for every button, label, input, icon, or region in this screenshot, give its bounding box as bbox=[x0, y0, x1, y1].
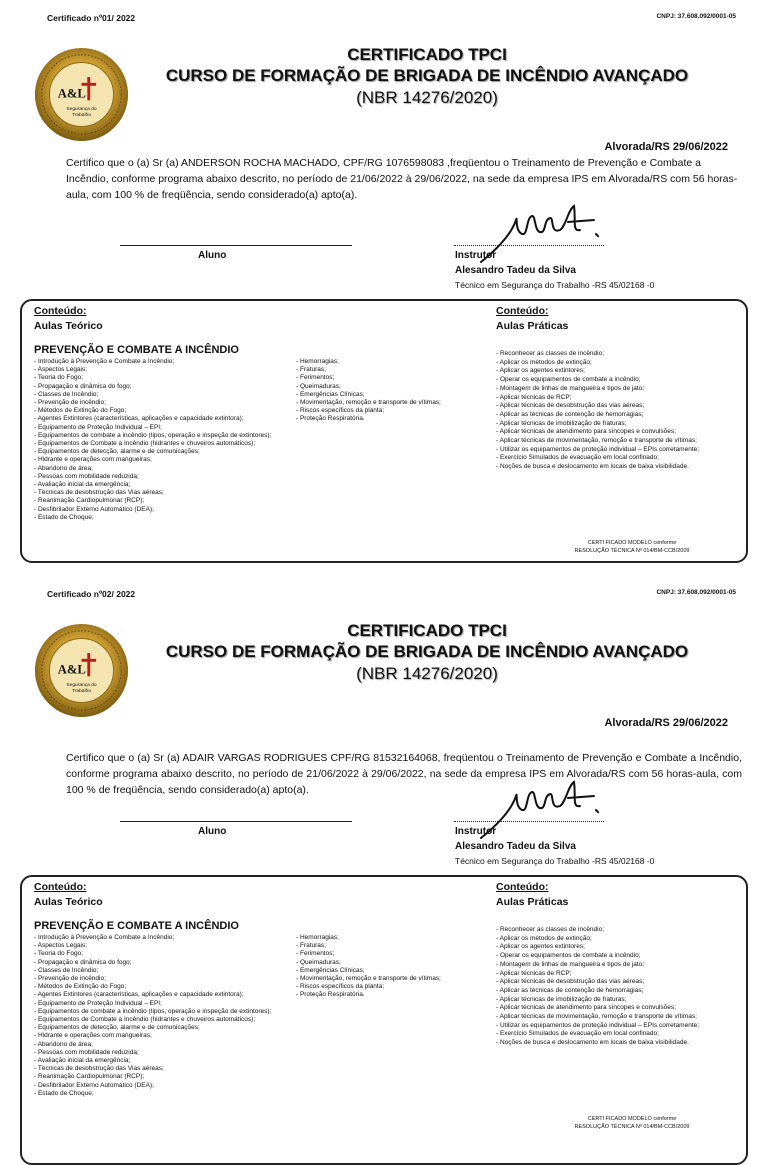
place-date: Alvorada/RS 29/06/2022 bbox=[604, 141, 728, 153]
list-item: - Equipamentos de detecção, alarme e de comunicações; bbox=[34, 448, 200, 456]
footnote-line-1: CERTI FICADO MODELO conforme bbox=[587, 1116, 677, 1122]
list-item: - Aplicar técnicas de imobilização de fraturas; bbox=[496, 419, 627, 427]
list-item: - Equipamentos de combate a incêndio (tipos, operação e inspeção de extintores); bbox=[34, 1007, 272, 1015]
theory-heading: Aulas Teórico bbox=[34, 320, 103, 332]
list-item: - Equipamento de Proteção Individual – EPI; bbox=[34, 423, 162, 431]
list-item: - Prevenção de incêndio; bbox=[34, 399, 106, 407]
list-item: - Aspectos Legais; bbox=[34, 942, 88, 950]
list-item: - Aplicar os agentes extintores; bbox=[496, 367, 585, 375]
list-item: - Montagem de linhas de mangueira e tipos de jato; bbox=[496, 384, 645, 392]
list-item: - Classes de Incêndio; bbox=[34, 390, 99, 398]
list-item: - Hemorragias; bbox=[296, 934, 339, 941]
list-item: - Desfibrilador Externo Automático (DEA); bbox=[34, 505, 154, 513]
list-item: - Desfibrilador Externo Automático (DEA); bbox=[34, 1081, 154, 1089]
list-item: - Reconhecer as classes de incêndio; bbox=[496, 926, 605, 933]
list-item: - Aplicar técnicas de RCP; bbox=[496, 393, 572, 401]
list-item: - Reconhecer as classes de incêndio; bbox=[496, 350, 605, 357]
list-item: - Queimaduras; bbox=[296, 958, 341, 966]
list-item: - Proteção Respiratória. bbox=[296, 415, 365, 423]
list-item: - Emergências Clínicas; bbox=[296, 966, 365, 974]
certificate-number: Certificado nº02/ 2022 bbox=[47, 589, 136, 599]
list-item: - Aplicar técnicas de imobilização de fraturas; bbox=[496, 995, 627, 1003]
list-item: - Teoria do Fogo; bbox=[34, 950, 84, 958]
footnote-line-1: CERTI FICADO MODELO conforme bbox=[587, 540, 677, 546]
list-item: - Abandono de área; bbox=[34, 1040, 93, 1048]
list-item: - Operar os equipamentos de combate a incêndio; bbox=[496, 376, 641, 384]
cnpj: CNPJ: 37.608.092/0001-05 bbox=[656, 589, 736, 596]
list-item: - Propagação e dinâmica do fogo; bbox=[34, 958, 132, 966]
list-item: - Estado de Choque; bbox=[34, 1089, 94, 1097]
list-item: - Fraturas; bbox=[296, 366, 326, 374]
content-heading-practice: Conteúdo: bbox=[496, 305, 549, 317]
list-item: - Aplicar os métodos de extinção; bbox=[496, 358, 592, 366]
theory-list-col2 bbox=[296, 358, 441, 424]
content-heading-practice: Conteúdo: bbox=[496, 881, 549, 893]
practice-list bbox=[496, 350, 699, 472]
title-block bbox=[140, 620, 714, 686]
list-item: - Propagação e dinâmica do fogo; bbox=[34, 382, 132, 390]
title-line-1: CERTIFICADO TPCI bbox=[347, 621, 507, 640]
title-line-2: CURSO DE FORMAÇÃO DE BRIGADA DE INCÊNDIO AVANÇADO bbox=[165, 66, 689, 85]
student-label: Aluno bbox=[198, 826, 227, 837]
list-item: - Proteção Respiratória. bbox=[296, 991, 365, 999]
content-heading-theory: Conteúdo: bbox=[34, 305, 87, 317]
list-item: - Queimaduras; bbox=[296, 382, 341, 390]
certificate-1 bbox=[0, 0, 768, 576]
title-line-2: CURSO DE FORMAÇÃO DE BRIGADA DE INCÊNDIO AVANÇADO bbox=[165, 642, 689, 661]
list-item: - Exercício Simulados de evacuação em local confinado; bbox=[496, 454, 659, 462]
seal-tagline-2: Trabalho bbox=[72, 112, 91, 118]
seal-tagline-1: Segurança do bbox=[66, 683, 97, 689]
list-item: - Agentes Extintores (características, aplicações e capacidade extintora); bbox=[34, 991, 244, 999]
list-item: - Avaliação inicial da emergência; bbox=[34, 481, 131, 489]
list-item: - Estado de Choque; bbox=[34, 513, 94, 521]
title-line-1: CERTIFICADO TPCI bbox=[347, 45, 507, 64]
instructor-name: Alesandro Tadeu da Silva bbox=[455, 841, 576, 852]
list-item: - Hidrante e operações com mangueiras; bbox=[34, 1032, 152, 1040]
company-seal-logo bbox=[33, 46, 130, 143]
theory-list-col1 bbox=[34, 358, 271, 522]
list-item: - Riscos específicos da planta; bbox=[296, 407, 385, 415]
instructor-name: Alesandro Tadeu da Silva bbox=[455, 265, 576, 276]
list-item: - Utilizar os equipamentos de proteção individual – EPIs corretamente; bbox=[496, 445, 700, 453]
list-item: - Montagem de linhas de mangueira e tipos de jato; bbox=[496, 960, 645, 968]
list-item: - Exercício Simulados de evacuação em local confinado; bbox=[496, 1030, 659, 1038]
company-seal-logo bbox=[33, 622, 130, 719]
place-date: Alvorada/RS 29/06/2022 bbox=[604, 717, 728, 729]
list-item: - Aplicar técnicas de atendimento para síncopes e convulsões; bbox=[496, 428, 676, 436]
title-line-3: (NBR 14276/2020) bbox=[356, 88, 498, 107]
list-item: - Aspectos Legais; bbox=[34, 366, 88, 374]
list-item: - Fraturas; bbox=[296, 942, 326, 950]
list-item: - Métodos de Extinção do Fogo; bbox=[34, 983, 127, 991]
seal-tagline-2: Trabalho bbox=[72, 688, 91, 694]
student-label: Aluno bbox=[198, 250, 227, 261]
list-item: - Equipamento de Proteção Individual – EPI; bbox=[34, 999, 162, 1007]
list-item: - Hidrante e operações com mangueiras; bbox=[34, 456, 152, 464]
list-item: - Aplicar as técnicas de contenção de hemorragias; bbox=[496, 410, 644, 418]
list-item: - Técnicas de desobstrução das Vias aéreas; bbox=[34, 489, 164, 497]
list-item: - Hemorragias; bbox=[296, 358, 339, 365]
list-item: - Teoria do Fogo; bbox=[34, 374, 84, 382]
list-item: - Equipamentos de Combate a Incêndio (hidrantes e chuveiros automáticos); bbox=[34, 1016, 256, 1024]
content-box bbox=[20, 875, 748, 1165]
seal-brand: A&L bbox=[57, 86, 86, 101]
content-box bbox=[20, 299, 748, 563]
list-item: - Ferimentos; bbox=[296, 374, 335, 382]
student-signature-line bbox=[120, 821, 352, 822]
list-item: - Operar os equipamentos de combate a incêndio; bbox=[496, 952, 641, 960]
list-item: - Noções de busca e deslocamento em locais de baixa visibilidade. bbox=[496, 463, 689, 471]
list-item: - Riscos específicos da planta; bbox=[296, 983, 385, 991]
certificate-text: Certifico que o (a) Sr (a) ADAIR VARGAS RODRIGUES CPF/RG 81532164068, freqüentou o Treinamento de Prevenção e Combate a Incêndio, conforme programa abaixo descrito, no período de 21/06/2022 à 29/06/2022, na sede da empresa IPS em Alvorada/RS com 56 horas-aula, com 100 % de freqüência, sendo considerado(a) apto(a). bbox=[66, 752, 742, 796]
instructor-registration: Técnico em Segurança do Trabalho -RS 45/02168 -0 bbox=[455, 280, 655, 290]
certificate-text: Certifico que o (a) Sr (a) ANDERSON ROCHA MACHADO, CPF/RG 1076598083 ,freqüentou o Treinamento de Prevenção e Combate a Incêndio, conforme programa abaixo descrito, no período de 21/06/2022 à 29/06/2022, na sede da empresa IPS em Alvorada/RS com 56 horas-aula, com 100 % de freqüência, sendo considerado(a) apto(a). bbox=[66, 157, 738, 201]
title-block bbox=[140, 44, 714, 110]
student-signature-line bbox=[120, 245, 352, 246]
seal-tagline-1: Segurança do bbox=[66, 107, 97, 113]
list-item: - Aplicar os métodos de extinção; bbox=[496, 934, 592, 942]
list-item: - Utilizar os equipamentos de proteção individual – EPIs corretamente; bbox=[496, 1021, 700, 1029]
list-item: - Aplicar técnicas de movimentação, remoção e transporte de vítimas; bbox=[496, 1013, 697, 1021]
list-item: - Abandono de área; bbox=[34, 464, 93, 472]
cnpj: CNPJ: 37.608.092/0001-05 bbox=[656, 13, 736, 20]
list-item: - Equipamentos de detecção, alarme e de comunicações; bbox=[34, 1024, 200, 1032]
list-item: - Movimentação, remoção e transporte de vítimas; bbox=[296, 399, 441, 407]
title-line-3: (NBR 14276/2020) bbox=[356, 664, 498, 683]
list-item: - Reanimação Cardiopulmonar (RCP); bbox=[34, 1073, 145, 1081]
list-item: - Introdução à Prevenção e Combate a Incêndio; bbox=[34, 358, 175, 365]
list-item: - Aplicar técnicas de movimentação, remoção e transporte de vítimas; bbox=[496, 437, 697, 445]
list-item: - Ferimentos; bbox=[296, 950, 335, 958]
certificate-number: Certificado nº01/ 2022 bbox=[47, 13, 136, 23]
instructor-label: Instrutor bbox=[455, 826, 497, 837]
theory-list-col2 bbox=[296, 934, 441, 1000]
footnote bbox=[542, 1115, 722, 1131]
list-item: - Aplicar os agentes extintores; bbox=[496, 943, 585, 951]
instructor-label: Instrutor bbox=[455, 250, 497, 261]
list-item: - Aplicar as técnicas de contenção de hemorragias; bbox=[496, 986, 644, 994]
list-item: - Prevenção de incêndio; bbox=[34, 975, 106, 983]
theory-list-col1 bbox=[34, 934, 271, 1098]
theory-title: PREVENÇÃO E COMBATE A INCÊNDIO bbox=[34, 344, 239, 356]
theory-heading: Aulas Teórico bbox=[34, 896, 103, 908]
list-item: - Classes de Incêndio; bbox=[34, 966, 99, 974]
list-item: - Avaliação inicial da emergência; bbox=[34, 1057, 131, 1065]
list-item: - Aplicar técnicas de atendimento para síncopes e convulsões; bbox=[496, 1004, 676, 1012]
seal-brand: A&L bbox=[57, 662, 86, 677]
certificate-2 bbox=[0, 576, 768, 1152]
list-item: - Aplicar técnicas de desobstrução das vias aéreas; bbox=[496, 402, 645, 410]
list-item: - Emergências Clínicas; bbox=[296, 390, 365, 398]
list-item: - Movimentação, remoção e transporte de vítimas; bbox=[296, 975, 441, 983]
list-item: - Técnicas de desobstrução das Vias aéreas; bbox=[34, 1065, 164, 1073]
footnote-line-2: RESOLUÇÃO TÉCNICA Nº 014/BM-CCB/2009 bbox=[574, 1124, 690, 1130]
list-item: - Noções de busca e deslocamento em locais de baixa visibilidade. bbox=[496, 1039, 689, 1047]
list-item: - Reanimação Cardiopulmonar (RCP); bbox=[34, 497, 145, 505]
theory-title: PREVENÇÃO E COMBATE A INCÊNDIO bbox=[34, 920, 239, 932]
list-item: - Equipamentos de Combate a Incêndio (hidrantes e chuveiros automáticos); bbox=[34, 440, 256, 448]
list-item: - Introdução à Prevenção e Combate a Incêndio; bbox=[34, 934, 175, 941]
practice-heading: Aulas Práticas bbox=[496, 320, 569, 332]
list-item: - Métodos de Extinção do Fogo; bbox=[34, 407, 127, 415]
list-item: - Agentes Extintores (características, aplicações e capacidade extintora); bbox=[34, 415, 244, 423]
footnote bbox=[542, 539, 722, 555]
instructor-registration: Técnico em Segurança do Trabalho -RS 45/02168 -0 bbox=[455, 856, 655, 866]
list-item: - Pessoas com mobilidade reduzida; bbox=[34, 1048, 139, 1056]
list-item: - Equipamentos de combate a incêndio (tipos, operação e inspeção de extintores); bbox=[34, 431, 272, 439]
practice-list bbox=[496, 926, 699, 1048]
list-item: - Aplicar técnicas de RCP; bbox=[496, 969, 572, 977]
footnote-line-2: RESOLUÇÃO TÉCNICA Nº 014/BM-CCB/2009 bbox=[574, 548, 690, 554]
content-heading-theory: Conteúdo: bbox=[34, 881, 87, 893]
practice-heading: Aulas Práticas bbox=[496, 896, 569, 908]
list-item: - Pessoas com mobilidade reduzida; bbox=[34, 472, 139, 480]
list-item: - Aplicar técnicas de desobstrução das vias aéreas; bbox=[496, 978, 645, 986]
